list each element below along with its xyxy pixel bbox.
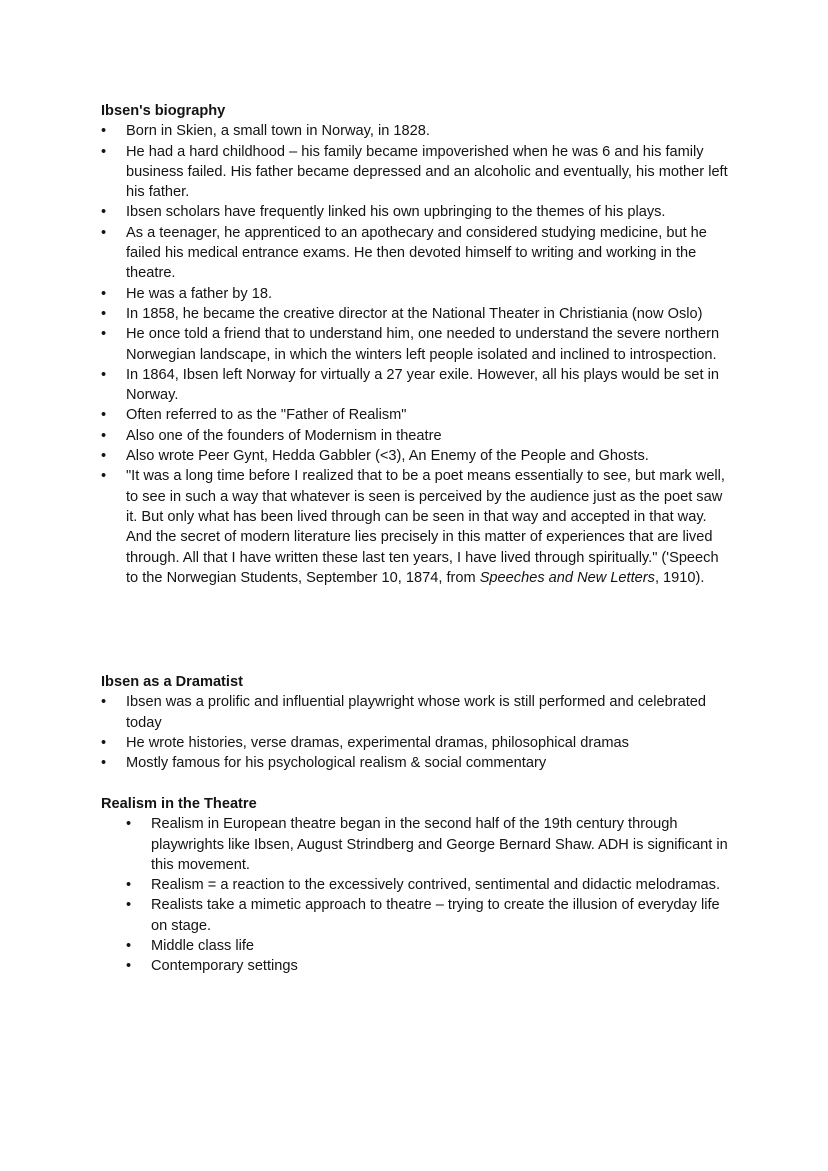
bullet-icon: • xyxy=(101,305,107,322)
list-item-text: Also one of the founders of Modernism in theatre xyxy=(126,427,442,444)
list-item xyxy=(101,121,731,141)
list-item-text: In 1858, he became the creative director at the National Theater in Christiania (now Oslo) xyxy=(126,305,703,322)
quote-source-title: Speeches and New Letters xyxy=(479,569,655,586)
list-item-text: Realism = a reaction to the excessively contrived, sentimental and didactic melodramas. xyxy=(151,877,721,894)
bullet-icon: • xyxy=(101,468,107,485)
list-item xyxy=(101,304,731,324)
section-dramatist xyxy=(101,672,731,773)
bullet-icon: • xyxy=(101,143,107,160)
bullet-icon: • xyxy=(101,204,107,221)
quote-text: "It was a long time before I realized that to be a poet means essentially to see, but mark well, to see in such a way that whatever is seen is perceived by the audience just as the poet saw it. But only what has been lived through can be seen in that way and accepted in that way. And the secret of modern literature lies precisely in this matter of experiences that are lived through. All that I have written these last ten years, I have lived through spiritually." ('Speech to the Norwegian Students, September 10, 1874, from xyxy=(126,468,725,586)
bullet-icon: • xyxy=(101,123,107,140)
list-item-text: He wrote histories, verse dramas, experimental dramas, philosophical dramas xyxy=(126,734,629,751)
bullet-icon: • xyxy=(101,285,107,302)
bullet-icon: • xyxy=(126,897,132,914)
bullet-icon: • xyxy=(101,734,107,751)
bullet-icon: • xyxy=(101,448,107,465)
list-item-text: He was a father by 18. xyxy=(126,285,273,302)
dramatist-list xyxy=(101,692,731,773)
list-item-text: He once told a friend that to understand him, one needed to understand the severe northern Norwegian landscape, in which the winters left people isolated and inclined to introspection. xyxy=(126,326,720,363)
bullet-icon: • xyxy=(101,224,107,241)
bullet-icon: • xyxy=(126,816,132,833)
bullet-icon: • xyxy=(101,407,107,424)
list-item-text: Born in Skien, a small town in Norway, in 1828. xyxy=(126,123,430,140)
bullet-icon: • xyxy=(101,427,107,444)
list-item xyxy=(101,324,731,365)
bullet-icon: • xyxy=(126,938,132,955)
list-item xyxy=(101,956,731,976)
section-heading-biography: Ibsen's biography xyxy=(101,103,226,119)
section-heading-dramatist: Ibsen as a Dramatist xyxy=(101,674,243,690)
list-item xyxy=(101,365,731,406)
bullet-icon: • xyxy=(126,877,132,894)
list-item xyxy=(101,284,731,304)
list-item xyxy=(101,223,731,284)
list-item xyxy=(101,875,731,895)
list-item-text: In 1864, Ibsen left Norway for virtually a 27 year exile. However, all his plays would be set in Norway. xyxy=(126,366,719,404)
list-item xyxy=(101,202,731,222)
list-item-quote xyxy=(101,466,731,588)
list-item xyxy=(101,426,731,446)
bullet-icon: • xyxy=(101,326,107,343)
list-item xyxy=(101,936,731,956)
quote-text-end: , 1910). xyxy=(654,569,705,586)
list-item xyxy=(101,405,731,425)
list-item-text: Realists take a mimetic approach to theatre – trying to create the illusion of everyday life on stage. xyxy=(151,897,720,934)
list-item-text: Realism in European theatre began in the second half of the 19th century through playwrights like Ibsen, August Strindberg and George Bernard Shaw. ADH is significant in this movement. xyxy=(151,816,728,873)
list-item xyxy=(101,446,731,466)
list-item-text: He had a hard childhood – his family became impoverished when he was 6 and his family business failed. His father became depressed and an alcoholic and eventually, his mother left his father. xyxy=(126,143,728,201)
bullet-icon: • xyxy=(101,755,107,772)
section-realism xyxy=(101,794,731,977)
section-heading-realism: Realism in the Theatre xyxy=(101,796,257,812)
section-biography xyxy=(101,101,731,588)
list-item xyxy=(101,895,731,936)
list-item-text: Ibsen was a prolific and influential playwright whose work is still performed and celebrated today xyxy=(126,694,706,731)
list-item-text: Often referred to as the "Father of Realism" xyxy=(126,407,407,424)
bullet-icon: • xyxy=(101,694,107,711)
list-item-text: Ibsen scholars have frequently linked his own upbringing to the themes of his plays. xyxy=(126,204,666,221)
list-item xyxy=(101,142,731,203)
biography-list xyxy=(101,121,731,588)
list-item-text: Also wrote Peer Gynt, Hedda Gabbler (<3), An Enemy of the People and Ghosts. xyxy=(126,448,649,465)
bullet-icon: • xyxy=(126,958,132,975)
list-item-text: Contemporary settings xyxy=(151,958,298,975)
list-item-text: As a teenager, he apprenticed to an apothecary and considered studying medicine, but he failed his medical entrance exams. He then devoted himself to writing and working in the theatre. xyxy=(126,224,707,282)
list-item-text: Mostly famous for his psychological realism & social commentary xyxy=(126,755,547,772)
list-item-text: Middle class life xyxy=(151,938,255,955)
list-item xyxy=(101,753,731,773)
list-item xyxy=(101,692,731,733)
list-item xyxy=(101,733,731,753)
realism-list xyxy=(101,814,731,976)
bullet-icon: • xyxy=(101,366,107,383)
list-item xyxy=(101,814,731,875)
